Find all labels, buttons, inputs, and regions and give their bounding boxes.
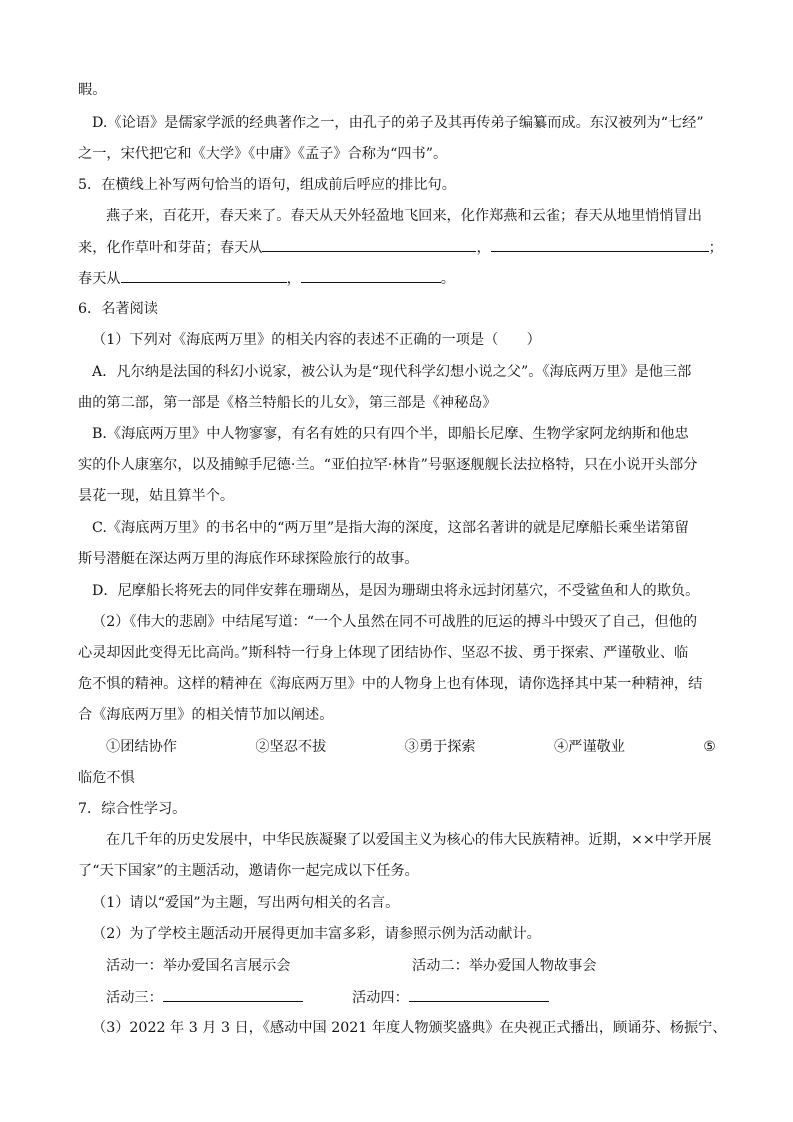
q6-sub2-line3: 危不惧的精神。这样的精神在《海底两万里》中的人物身上也有体现，请你选择其中某一种精神，结 (78, 676, 703, 692)
q5-line2-text: 来，化作草叶和芽苗；春天从 (78, 240, 263, 256)
q6-sub1: （1）下列对《海底两万里》的相关内容的表述不正确的一项是（ ） (92, 332, 541, 348)
activity-3-label: 活动三： (106, 990, 163, 1006)
q5-blank-4[interactable] (301, 268, 441, 283)
spirit-option-5-continued: 临危不惧 (78, 770, 135, 786)
q7-sub1: （1）请以“爱国”为主题，写出两句相关的名言。 (92, 895, 400, 911)
q6-option-a-line1: A．凡尔纳是法国的科幻小说家，被公认为是“现代科学幻想小说之父”。《海底两万里》是他三部 (92, 364, 692, 380)
spirit-option-5: ⑤ (703, 739, 716, 755)
q5-heading: 5．在横线上补写两句恰当的语句，组成前后呼应的排比句。 (78, 177, 456, 193)
q5-blank-1[interactable] (262, 237, 476, 252)
q6-sub2-line4: 合《海底两万里》的相关情节加以阐述。 (78, 707, 334, 723)
q5-comma: ， (476, 240, 491, 256)
q5-line3 (78, 268, 455, 289)
q7-sub3: （3）2022 年 3 月 3 日，《感动中国 2021 年度人物颁奖盛典》在央视正式播出，顾诵芬、杨振宁、 (92, 1020, 727, 1036)
q5-period: 。 (440, 271, 455, 287)
spirit-option-2: ②坚忍不拔 (255, 739, 327, 755)
q6-option-b-line2: 实的仆人康塞尔，以及捕鲸手尼德·兰。“亚伯拉罕·林肯”号驱逐舰舰长法拉格特，只在小说开头部分 (78, 457, 698, 473)
q6-option-b-line3: 昙花一现，姑且算半个。 (78, 488, 235, 504)
q5-line1: 燕子来，百花开，春天来了。春天从天外轻盈地飞回来，化作郑燕和云雀；春天从地里悄悄冒出 (106, 208, 702, 224)
q6-option-d: D．尼摩船长将死去的同伴安葬在珊瑚丛，是因为珊瑚虫将永远封闭墓穴，不受鲨鱼和人的欺负。 (92, 583, 700, 599)
q4-continuation: 暇。 (78, 82, 107, 98)
q5-line2 (78, 237, 723, 258)
q7-intro-line1: 在几千年的历史发展中，中华民族凝聚了以爱国主义为核心的伟大民族精神。近期，××中学开展 (106, 832, 712, 848)
activity-3-blank[interactable] (163, 987, 303, 1002)
activity-1: 活动一：举办爱国名言展示会 (106, 958, 291, 974)
q6-sub2-line1: （2）《伟大的悲剧》中结尾写道：“一个人虽然在同不可战胜的厄运的搏斗中毁灭了自己，但他的 (92, 614, 698, 630)
q5-blank-2[interactable] (491, 237, 709, 252)
q7-intro-line2: 了“天下国家”的主题活动，邀请你一起完成以下任务。 (78, 863, 419, 879)
q4-option-d-line1: D.《论语》是儒家学派的经典著作之一，由孔子的弟子及其再传弟子编纂而成。东汉被列为“七经” (92, 115, 704, 131)
spirit-option-3: ③勇于探索 (404, 739, 476, 755)
activity-4-label: 活动四： (352, 990, 409, 1006)
activity-4 (352, 987, 549, 1008)
q5-blank-3[interactable] (121, 268, 287, 283)
activity-3 (106, 987, 303, 1008)
q5-line3-text: 春天从 (78, 271, 121, 287)
q4-option-d-line2: 之一，宋代把它和《大学》《中庸》《孟子》合称为“四书”。 (78, 146, 448, 162)
spirit-option-1: ①团结协作 (106, 739, 177, 755)
q6-option-c-line1: C.《海底两万里》的书名中的“两万里”是指大海的深度，这部名著讲的就是尼摩船长乘坐诺第留 (92, 520, 689, 536)
q5-comma-2: ， (286, 271, 301, 287)
q6-option-c-line2: 斯号潜艇在深达两万里的海底作环球探险旅行的故事。 (78, 551, 419, 567)
activity-4-blank[interactable] (409, 987, 549, 1002)
q6-spirit-options (106, 737, 716, 757)
q6-sub2-line2: 心灵却因此变得无比高尚。”斯科特一行身上体现了团结协作、坚忍不拔、勇于探索、严谨敬业、临 (78, 645, 689, 661)
q6-heading: 6．名著阅读 (78, 301, 158, 317)
q6-option-b-line1: B.《海底两万里》中人物寥寥，有名有姓的只有四个半，即船长尼摩、生物学家阿龙纳斯和他忠 (92, 426, 689, 442)
q5-semicolon: ； (708, 240, 723, 256)
q7-sub2: （2）为了学校主题活动开展得更加丰富多彩，请参照示例为活动献计。 (92, 926, 541, 942)
q7-heading: 7．综合性学习。 (78, 801, 187, 817)
spirit-option-4: ④严谨敬业 (553, 739, 625, 755)
q6-option-a-line2: 曲的第二部，第一部是《格兰特船长的儿女》，第三部是《神秘岛》 (78, 395, 497, 411)
activity-2: 活动二：举办爱国人物故事会 (412, 958, 597, 974)
